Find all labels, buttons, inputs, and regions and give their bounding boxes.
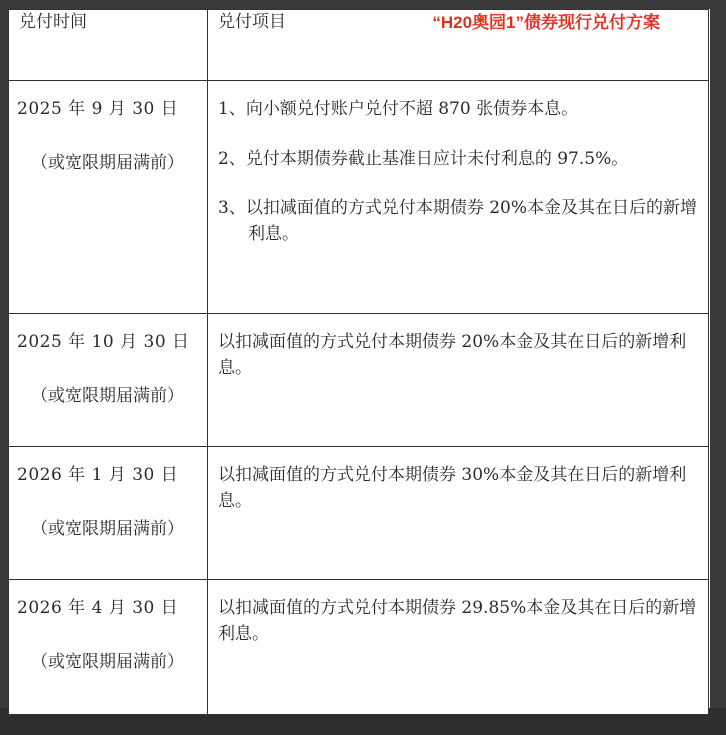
grace-period-note: （或宽限期届满前） [31, 518, 184, 539]
payout-date: 2025 年 9 月 30 日 [17, 99, 179, 119]
grace-period-note: （或宽限期届满前） [31, 651, 184, 672]
table-row [9, 447, 709, 580]
date-cell [9, 580, 208, 715]
date-cell [9, 314, 208, 447]
header-payout-item [208, 10, 709, 81]
screen-frame-left [0, 0, 8, 735]
payout-date: 2025 年 10 月 30 日 [17, 332, 190, 352]
item-cell [208, 447, 709, 580]
table-row [9, 314, 709, 447]
item-cell [208, 314, 709, 447]
payout-item: 3、以扣减面值的方式兑付本期债券 20%本金及其在日后的新增利息。 [218, 198, 698, 244]
payout-item: 以扣减面值的方式兑付本期债券 29.85%本金及其在日后的新增利息。 [218, 598, 697, 644]
table-row [9, 81, 709, 314]
screen-frame-right [710, 0, 726, 735]
item-cell [208, 81, 709, 314]
grace-period-note: （或宽限期届满前） [31, 385, 184, 406]
scheme-title: “H20奥园1”债券现行兑付方案 [432, 13, 660, 32]
payout-schedule-table [8, 9, 709, 715]
payout-item: 1、向小额兑付账户兑付不超 870 张债券本息。 [218, 99, 579, 119]
date-cell [9, 81, 208, 314]
item-cell [208, 580, 709, 715]
table-row [9, 580, 709, 715]
grace-period-note: （或宽限期届满前） [31, 152, 184, 173]
screen-frame-top [0, 0, 726, 9]
header-payout-time [9, 10, 208, 81]
header-payout-time-label: 兑付时间 [19, 12, 87, 32]
payout-item: 2、兑付本期债券截止基准日应计未付利息的 97.5%。 [218, 148, 629, 169]
payout-date: 2026 年 1 月 30 日 [17, 465, 179, 485]
payout-item: 以扣减面值的方式兑付本期债券 30%本金及其在日后的新增利息。 [218, 465, 687, 511]
table-header-row [9, 10, 709, 81]
header-payout-item-label: 兑付项目 [218, 12, 286, 32]
payout-date: 2026 年 4 月 30 日 [17, 598, 179, 618]
payout-item: 以扣减面值的方式兑付本期债券 20%本金及其在日后的新增利息。 [218, 332, 687, 378]
date-cell [9, 447, 208, 580]
